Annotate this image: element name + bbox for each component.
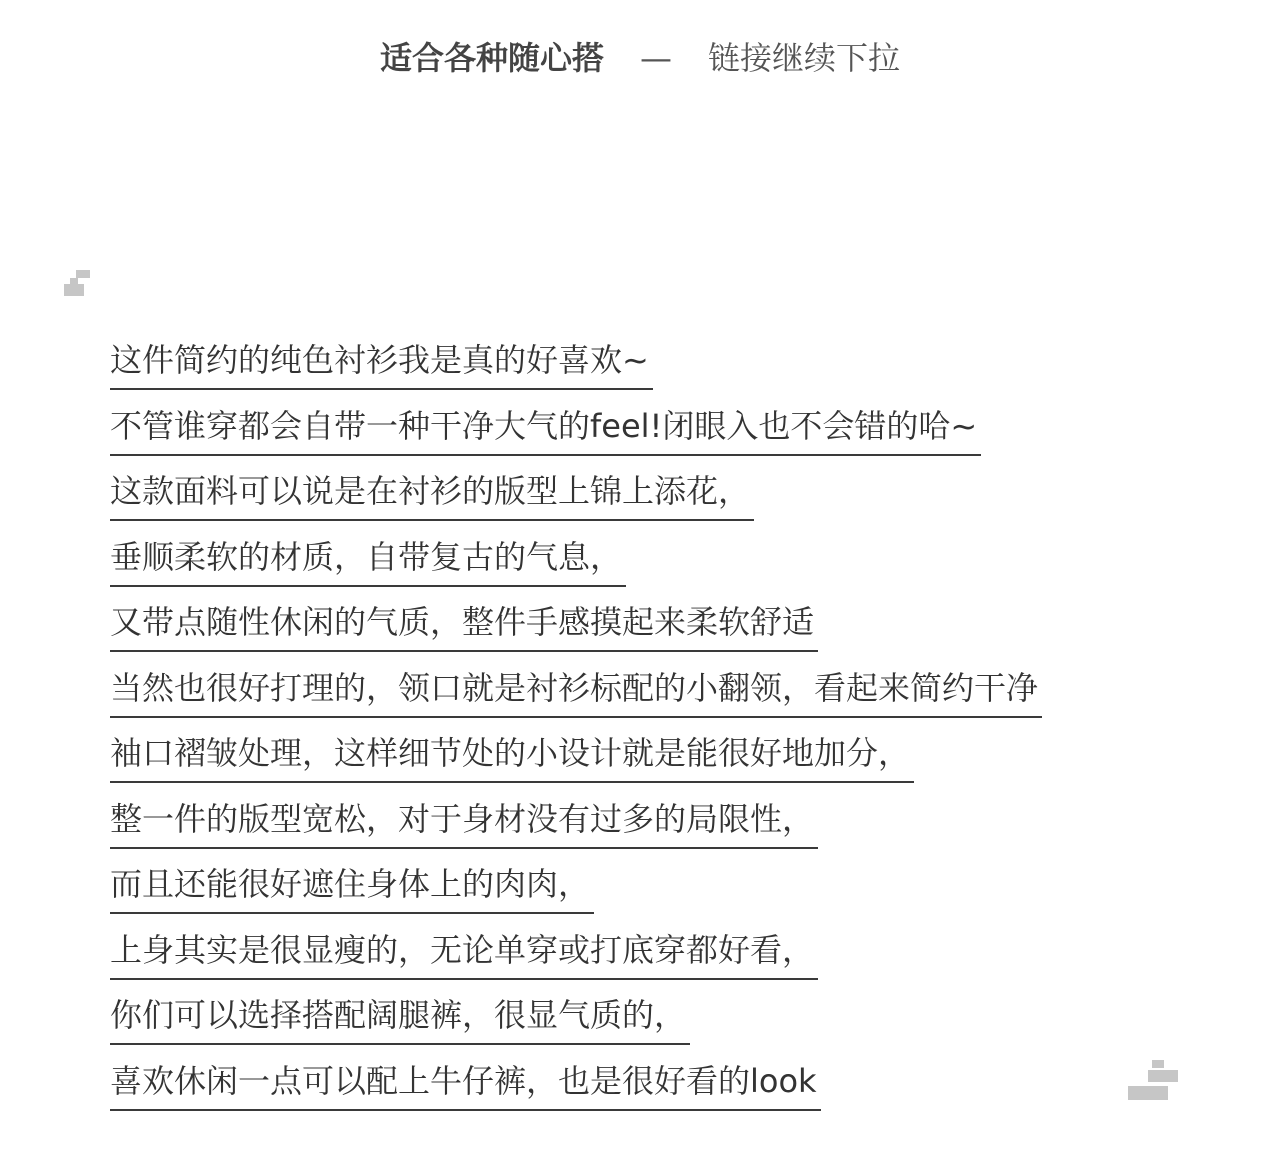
text-line: 整一件的版型宽松，对于身材没有过多的局限性， [110,789,1230,855]
header-subtitle: 链接继续下拉 [708,39,901,77]
text-line: 你们可以选择搭配阔腿裤，很显气质的， [110,985,1230,1051]
corner-blocks-icon [62,268,114,312]
section-header [0,36,1280,80]
header-title: 适合各种随心搭 [379,39,604,77]
text-line: 垂顺柔软的材质，自带复古的气息， [110,527,1230,593]
text-line: 上身其实是很显瘦的，无论单穿或打底穿都好看， [110,920,1230,986]
description-text [110,330,1230,1116]
text-line: 当然也很好打理的，领口就是衬衫标配的小翻领，看起来简约干净 [110,658,1230,724]
text-line: 袖口褶皱处理，这样细节处的小设计就是能很好地加分， [110,723,1230,789]
text-line: 喜欢休闲一点可以配上牛仔裤，也是很好看的look [110,1051,1230,1117]
corner-blocks-icon [1128,1058,1180,1102]
text-line: 而且还能很好遮住身体上的肉肉， [110,854,1230,920]
text-line: 不管谁穿都会自带一种干净大气的feel!闭眼入也不会错的哈~ [110,396,1230,462]
text-line: 这款面料可以说是在衬衫的版型上锦上添花， [110,461,1230,527]
text-line: 又带点随性休闲的气质，整件手感摸起来柔软舒适 [110,592,1230,658]
header-separator: — [640,39,672,77]
text-line: 这件简约的纯色衬衫我是真的好喜欢~ [110,330,1230,396]
